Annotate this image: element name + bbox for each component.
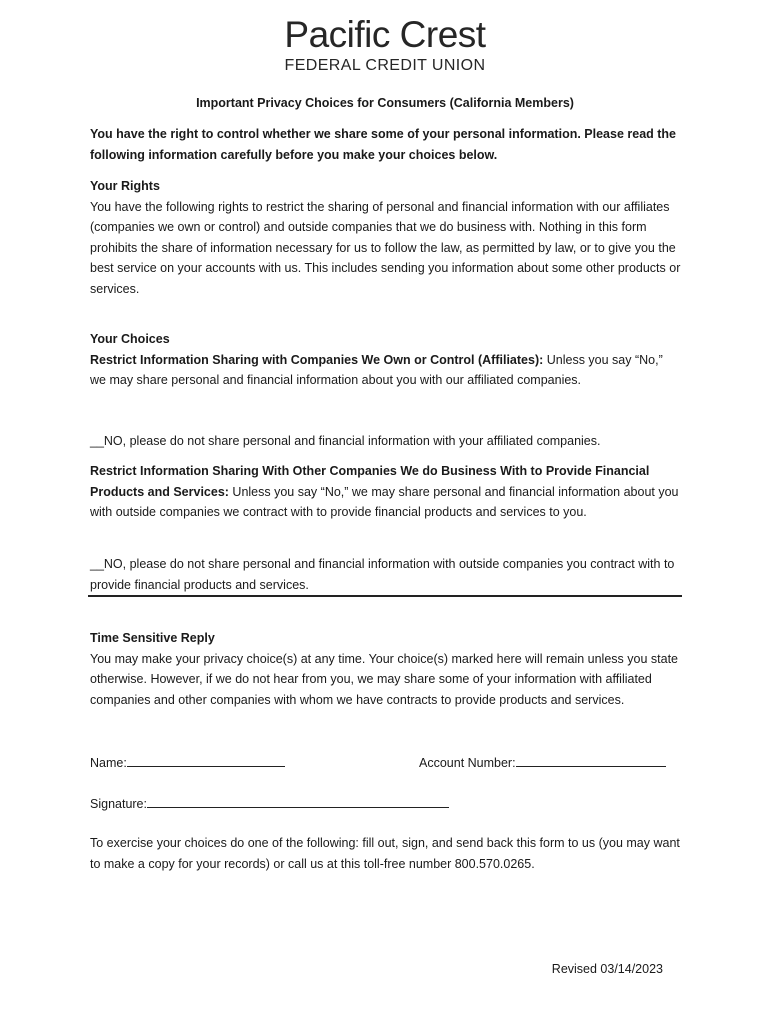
name-field-row — [90, 752, 285, 773]
account-number-field-row — [419, 752, 666, 773]
exercise-instructions: To exercise your choices do one of the following: fill out, sign, and send back this form to us (you may want to make a copy for your records) or call us at this toll-free number 800.570.0265. — [90, 836, 680, 871]
intro-paragraph: You have the right to control whether we share some of your personal information. Please read the following information carefully before you make your choices below. — [90, 127, 676, 162]
affiliates-opt-out-option[interactable]: __NO, please do not share personal and financial information with your affiliated companies. — [90, 434, 601, 448]
your-choices-heading: Your Choices — [90, 332, 170, 346]
account-number-field[interactable] — [516, 752, 666, 767]
account-number-label: Account Number: — [419, 756, 516, 770]
revision-date: Revised 03/14/2023 — [551, 962, 663, 976]
affiliates-body: Unless you say “No,” we may share personal and financial information about you with our affiliated companies. — [90, 352, 663, 388]
your-choices-section — [90, 329, 682, 391]
signature-field-row — [90, 793, 449, 814]
name-field[interactable] — [127, 752, 285, 767]
your-rights-body: You have the following rights to restrict the sharing of personal and financial information with our affiliates (companies we own or control) and outside companies that we do business with. Nothing in this form prohibits the share of information necessary for us to follow the law, as permitted by law, or to give you the best service on your accounts with us. This includes sending you information about some other products or services. — [90, 199, 681, 296]
logo-subtitle: FEDERAL CREDIT UNION — [284, 57, 486, 74]
your-rights-section — [90, 176, 682, 300]
your-rights-heading: Your Rights — [90, 179, 160, 193]
time-sensitive-heading: Time Sensitive Reply — [90, 631, 215, 645]
logo-name: Pacific Crest — [284, 14, 486, 55]
other-companies-paragraph — [90, 461, 682, 523]
other-companies-heading: Restrict Information Sharing With Other Companies We do Business With to Provide Financial Products and Services: — [90, 464, 650, 499]
other-companies-body: Unless you say “No,” we may share personal and financial information about you with outside companies we contract with to provide financial products and services to you. — [90, 484, 679, 520]
name-label: Name: — [90, 756, 127, 770]
signature-label: Signature: — [90, 797, 147, 811]
credit-union-logo — [0, 14, 770, 75]
section-divider — [88, 595, 682, 597]
signature-field[interactable] — [147, 793, 449, 808]
time-sensitive-body: You may make your privacy choice(s) at any time. Your choice(s) marked here will remain unless you state otherwise. However, if we do not hear from you, we may share some of your information with affiliated companies and other companies with whom we have contracts to provide products and services. — [90, 651, 678, 707]
other-companies-opt-out-option[interactable]: __NO, please do not share personal and financial information with outside companies you contract with to provide financial products and services. — [90, 557, 675, 592]
document-title: Important Privacy Choices for Consumers (California Members) — [196, 96, 574, 110]
affiliates-heading: Restrict Information Sharing with Companies We Own or Control (Affiliates): — [90, 352, 544, 367]
affiliates-paragraph — [90, 350, 682, 391]
time-sensitive-section — [90, 628, 682, 710]
